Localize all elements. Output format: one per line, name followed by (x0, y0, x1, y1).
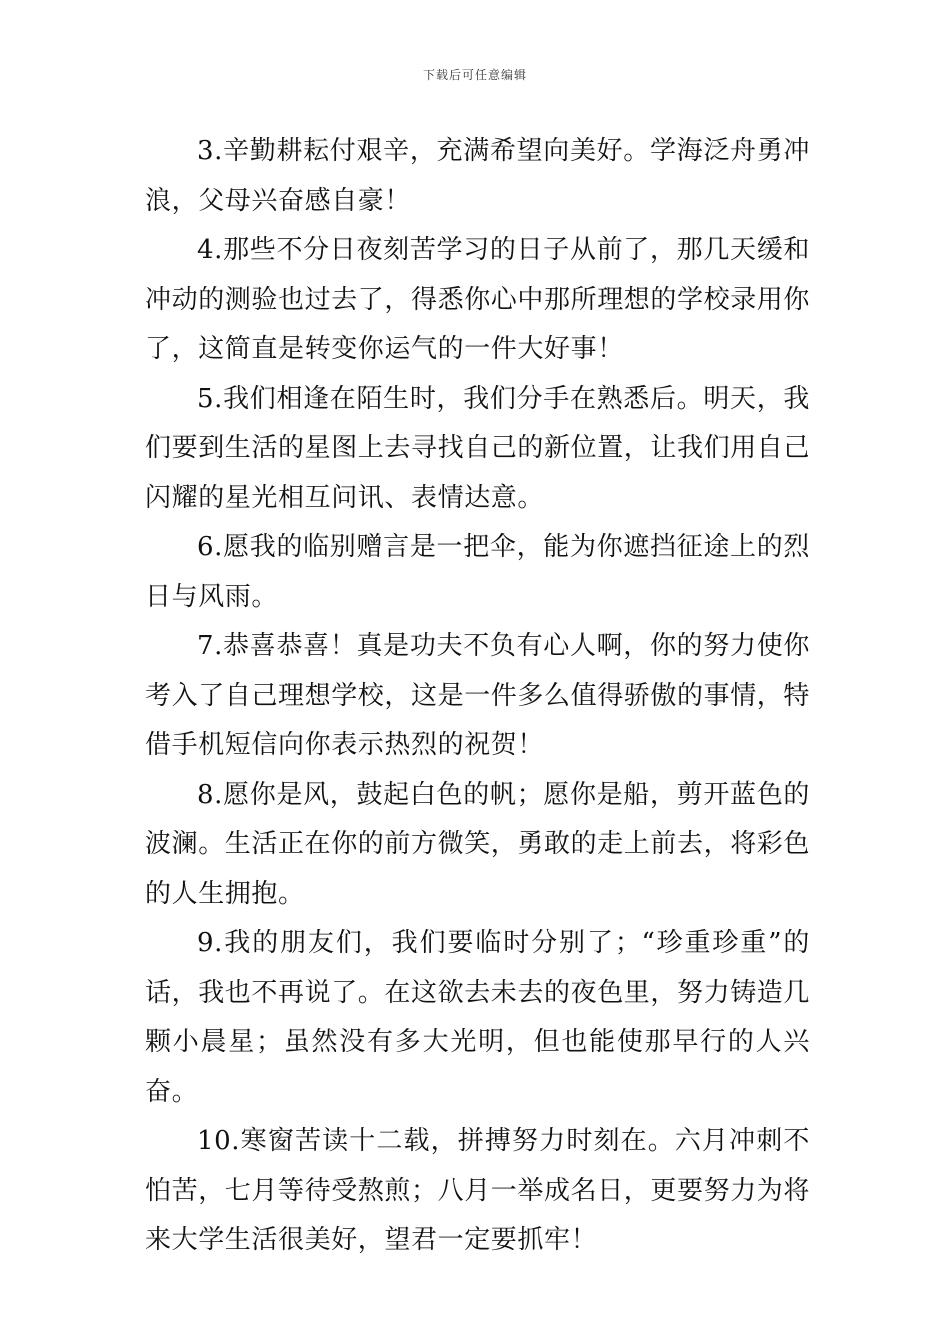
document-body (145, 127, 810, 1266)
paragraph-9: 9.我的朋友们，我们要临时分别了；“珍重珍重”的话，我也不再说了。在这欲去未去的夜色里，努力铸造几颗小晨星；虽然没有多大光明，但也能使那早行的人兴奋。 (145, 928, 811, 1107)
paragraph-10: 10.寒窗苦读十二载，拼搏努力时刻在。六月冲刺不怕苦，七月等待受熬煎；八月一举成名日，更要努力为将来大学生活很美好，望君一定要抓牢！ (145, 1126, 811, 1255)
paragraph-6: 6.愿我的临别赠言是一把伞，能为你遮挡征途上的烈日与风雨。 (145, 532, 810, 612)
paragraph-5: 5.我们相逢在陌生时，我们分手在熟悉后。明天，我们要到生活的星图上去寻找自己的新位置，让我们用自己闪耀的星光相互问讯、表情达意。 (145, 383, 811, 513)
page-header: 下载后可任意编辑 (422, 68, 527, 82)
paragraph-8: 8.愿你是风，鼓起白色的帆；愿你是船，剪开蓝色的波澜。生活正在你的前方微笑，勇敢的走上前去，将彩色的人生拥抱。 (145, 779, 811, 909)
paragraph-3: 3.辛勤耕耘付艰辛，充满希望向美好。学海泛舟勇冲浪，父母兴奋感自豪！ (145, 136, 810, 216)
paragraph-4: 4.那些不分日夜刻苦学习的日子从前了，那几天缓和冲动的测验也过去了，得悉你心中那所理想的学校录用你了，这简直是转变你运气的一件大好事！ (145, 235, 811, 364)
paragraph-7: 7.恭喜恭喜！真是功夫不负有心人啊，你的努力使你考入了自己理想学校，这是一件多么值得骄傲的事情，特借手机短信向你表示热烈的祝贺！ (145, 631, 811, 760)
